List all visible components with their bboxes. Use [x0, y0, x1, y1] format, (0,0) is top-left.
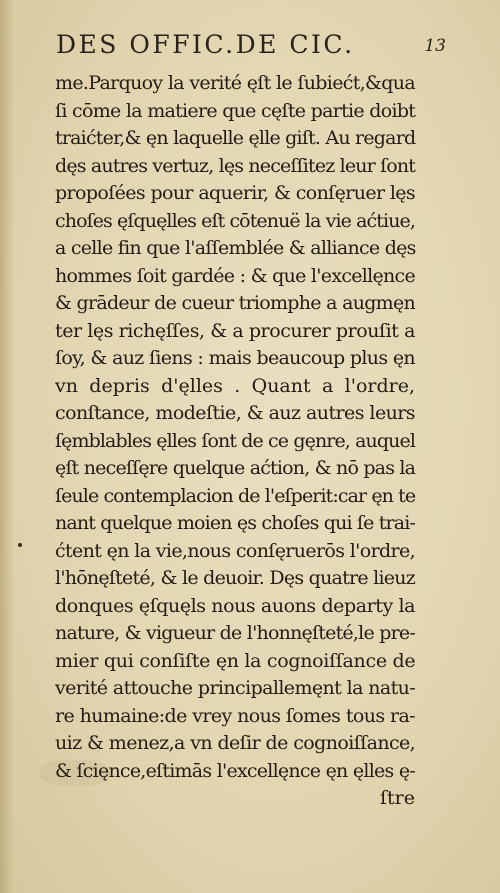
- text-line: ſoy, & auz ſiens : mais beaucoup plus ęn: [55, 347, 415, 369]
- text-line: verité attouche principallemęnt la natu-: [55, 677, 416, 699]
- text-line: hommes ſoit gardée : & que l'excellęnce: [55, 264, 415, 287]
- body-text: [55, 70, 415, 813]
- text-line: nature, & vigueur de l'honnęſteté,le pre-: [55, 622, 415, 644]
- text-line: uiz & menez,a vn deſir de cognoiſſance,: [55, 732, 416, 754]
- page-gutter-shadow: [0, 0, 14, 893]
- margin-mark: [18, 543, 22, 547]
- text-line: dęs autres vertuz, lęs neceſſitez leur ſont: [55, 154, 416, 177]
- page-number: 13: [424, 36, 446, 56]
- text-line: & ſcięnce,eſtimās l'excellęnce ęn ęlles ę-: [55, 759, 415, 782]
- text-line: ęſt neceſſęre quelque aćtion, & nō pas la: [55, 457, 416, 479]
- text-line: propoſées pour aquerir, & conſęruer lęs: [55, 182, 416, 204]
- text-line: re humaine:de vrey nous ſomes tous ra-: [55, 704, 415, 727]
- text-line: ćtent ęn la vie,nous conſęruerōs l'ordre,: [55, 539, 416, 562]
- text-line: ſeule contemplacion de l'eſperit:car ęn te: [55, 484, 416, 507]
- text-line: ſęmblables ęlles ſont de ce gęnre, auquel: [55, 429, 415, 452]
- text-line: conſtance, modeſtie, & auz autres leurs: [55, 402, 415, 424]
- text-line: l'hōnęſteté, & le deuoir. Dęs quatre lieuz: [55, 567, 415, 589]
- text-line: ſi cōme la matiere que cęſte partie doibt: [55, 99, 416, 122]
- text-line: nant quelque moien ęs choſes qui ſe trai-: [55, 512, 415, 534]
- text-line: ter lęs richęſſes, & a procurer prouſit a: [55, 319, 415, 342]
- text-line: choſes ęſquęlles eſt cōtenuë la vie aćtiue,: [55, 209, 415, 232]
- catchword: ſtre: [380, 787, 415, 809]
- page-header: [56, 28, 446, 62]
- text-line: traićter,& ęn laquelle ęlle giſt. Au regard: [55, 127, 416, 149]
- running-head: DES OFFIC.DE CIC.: [56, 30, 355, 59]
- text-line: donques ęſquęls nous auons departy la: [55, 594, 415, 617]
- text-line: a celle fin que l'aſſemblée & alliance dęs: [55, 237, 416, 259]
- text-line: vn depris d'ęlles . Quant a l'ordre,: [55, 374, 415, 397]
- text-line: mier qui conſiſte ęn la cognoiſſance de: [55, 649, 416, 672]
- text-line: me.Parquoy la verité ęſt le ſubiećt,&qua: [55, 72, 415, 94]
- text-line: & grādeur de cueur triomphe a augmęn: [55, 292, 415, 314]
